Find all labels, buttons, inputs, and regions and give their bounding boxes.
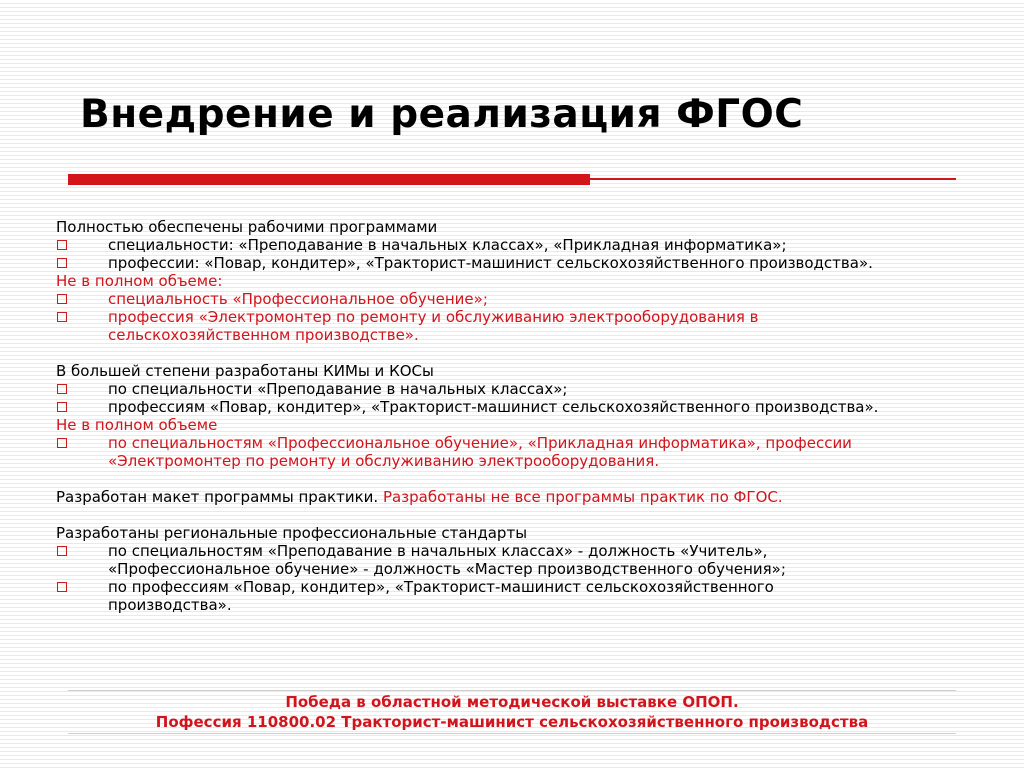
- square-bullet-icon: [57, 240, 67, 250]
- list-item-text: профессиям «Повар, кондитер», «Тракторист-машинист сельскохозяйственного производства».: [108, 398, 879, 416]
- footer-divider-top: [68, 690, 956, 691]
- list-item: [56, 290, 976, 308]
- section-heading: Полностью обеспечены рабочими программами: [56, 218, 438, 236]
- list-item: [56, 254, 976, 272]
- list-item-text: специальности: «Преподавание в начальных классах», «Прикладная информатика»;: [108, 236, 787, 254]
- title-underline-bar: [68, 174, 590, 185]
- footer-line-1: Победа в областной методической выставке ОПОП.: [285, 693, 739, 711]
- square-bullet-icon: [57, 438, 67, 448]
- list-item: [56, 380, 976, 398]
- list-item-text-continued: «Профессиональное обучение» - должность «Мастер производственного обучения»;: [108, 560, 786, 578]
- list-item-text: специальность «Профессиональное обучение»;: [108, 290, 488, 308]
- list-item-text-continued: производства».: [108, 596, 232, 614]
- title-underline: [68, 172, 956, 187]
- square-bullet-icon: [57, 402, 67, 412]
- square-bullet-icon: [57, 294, 67, 304]
- list-item: [56, 434, 976, 470]
- practice-program-text: Разработан макет программы практики.: [56, 488, 379, 506]
- practice-program-warning: Разработаны не все программы практик по ФГОС.: [382, 488, 783, 506]
- partial-heading: Не в полном объеме:: [56, 272, 223, 290]
- square-bullet-icon: [57, 384, 67, 394]
- square-bullet-icon: [57, 582, 67, 592]
- square-bullet-icon: [57, 546, 67, 556]
- list-item: [56, 308, 976, 344]
- slide-body: [56, 218, 976, 614]
- list-item-text: по специальностям «Преподавание в начальных классах» - должность «Учитель»,: [108, 542, 768, 560]
- practice-program-note: [56, 488, 976, 506]
- list-item-text: по специальностям «Профессиональное обучение», «Прикладная информатика», профессии: [108, 434, 852, 452]
- list-item-text-continued: «Электромонтер по ремонту и обслуживанию электрооборудования.: [108, 452, 660, 470]
- list-item-text: по профессиям «Повар, кондитер», «Тракторист-машинист сельскохозяйственного: [108, 578, 774, 596]
- title-underline-line: [590, 178, 956, 180]
- footer-line-2: Пофессия 110800.02 Тракторист-машинист сельскохозяйственного производства: [155, 713, 869, 731]
- list-item-text: профессия «Электромонтер по ремонту и обслуживанию электрооборудования в: [108, 308, 759, 326]
- list-item: [56, 542, 976, 578]
- list-item-text: профессии: «Повар, кондитер», «Тракторист-машинист сельскохозяйственного производства».: [108, 254, 873, 272]
- list-item-text: по специальности «Преподавание в начальных классах»;: [108, 380, 568, 398]
- list-item: [56, 236, 976, 254]
- section-heading: В большей степени разработаны КИМы и КОСы: [56, 362, 434, 380]
- list-item-text-continued: сельскохозяйственном производстве».: [108, 326, 419, 344]
- square-bullet-icon: [57, 312, 67, 322]
- list-item: [56, 578, 976, 614]
- slide-title: Внедрение и реализация ФГОС: [80, 92, 804, 137]
- list-item: [56, 398, 976, 416]
- partial-heading: Не в полном объеме: [56, 416, 218, 434]
- footer-divider-bottom: [68, 733, 956, 734]
- section-heading: Разработаны региональные профессиональные стандарты: [56, 524, 528, 542]
- square-bullet-icon: [57, 258, 67, 268]
